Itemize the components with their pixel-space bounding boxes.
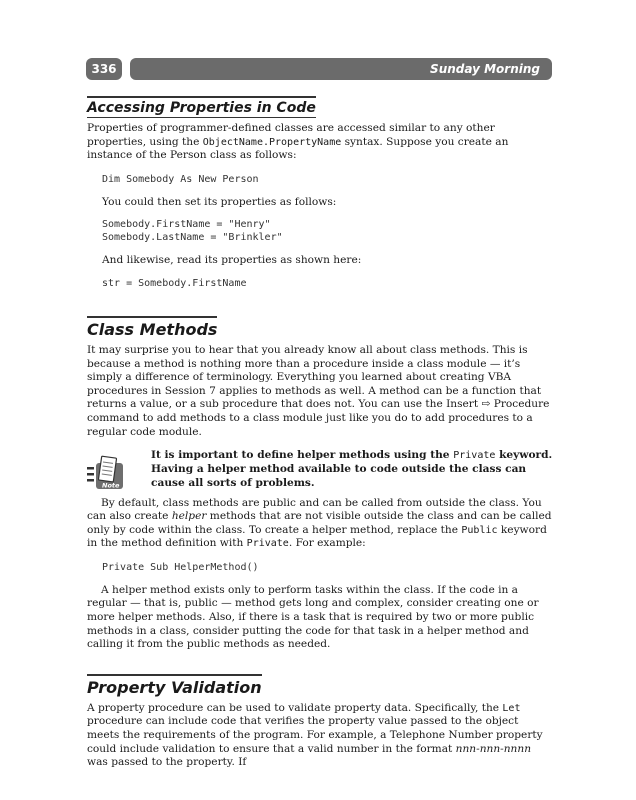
text-run: keyword in the method definition with [87, 523, 547, 550]
code-block: Somebody.FirstName = "Henry" Somebody.LastName = "Brinkler" [102, 219, 283, 244]
text-run: was passed to the property. If [87, 756, 247, 769]
text-run: keyword. Having a helper method available to code outside the class can cause all sorts of problems. [151, 449, 553, 489]
emphasis: nnn-nnn-nnnn [455, 742, 532, 755]
note-box [87, 449, 553, 490]
section-heading: Property Validation [87, 674, 262, 698]
note-icon [87, 453, 135, 501]
emphasis: helper [171, 510, 207, 523]
paragraph [87, 702, 553, 770]
text-run: A property procedure can be used to validate property data. Specifically, the [87, 701, 503, 714]
section-heading: Accessing Properties in Code [87, 96, 316, 118]
code-block: str = Somebody.FirstName [102, 277, 247, 289]
section-property-validation [87, 674, 553, 770]
text-run: By default, class methods are public and can be called from outside the class. You can also create [87, 496, 542, 523]
text-run: Properties of programmer-defined classes are accessed similar to any other properties, using the [87, 122, 495, 148]
inline-code: Public [461, 524, 498, 536]
running-head-bar [130, 58, 552, 80]
inline-code: Let [502, 702, 521, 714]
inline-code: Private [453, 450, 496, 462]
paragraph: It may surprise you to hear that you already know all about class methods. This is because a method is nothing more than a procedure inside a class module — it’s simply a difference of terminology. Everything you learned about creating VBA procedures in Session 7 applies to methods as well. A method can be a function that returns a value, or a sub procedure that does not. You can use the Insert ⇨ Procedure command to add methods to a class module just like you do to add procedures to a regular code module. [87, 343, 550, 438]
code-block: Private Sub HelperMethod() [102, 561, 259, 573]
paragraph [87, 122, 553, 163]
paragraph: You could then set its properties as follows: [102, 195, 337, 208]
page-header [86, 58, 552, 80]
section-heading: Class Methods [87, 316, 217, 340]
text-run: It is important to define helper methods using the [151, 449, 454, 462]
text-run: methods that are not visible outside the class and can be called only by code within the class. To create a helper method, replace the [87, 510, 552, 536]
paragraph: And likewise, read its properties as shown here: [102, 254, 362, 267]
text-run: syntax. Suppose you create an instance of the Person class as follows: [87, 135, 509, 162]
note-text [151, 449, 553, 490]
page-number: 336 [86, 58, 122, 80]
inline-code: Private [246, 538, 289, 550]
text-run: . For example: [288, 537, 366, 550]
running-title: Sunday Morning [430, 62, 540, 76]
text-run: procedure can include code that verifies the property value passed to the object meets the requirements of the program. For example, a Telephone Number property could include validation to ensure that a valid number in the format [87, 715, 543, 755]
note-label: Note [102, 481, 120, 490]
page-body [87, 96, 553, 770]
section-class-methods [87, 316, 553, 652]
paragraph [87, 497, 553, 551]
code-block: Dim Somebody As New Person [102, 173, 259, 185]
inline-code: ObjectName.PropertyName [202, 136, 342, 148]
paragraph: A helper method exists only to perform tasks within the class. If the code in a regular — that is, public — method gets long and complex, consider creating one or more helper methods. Also, if there is a task that is required by two or more public methods in a class, consider putting the code for that task in a helper method and calling it from the public methods as needed. [87, 583, 539, 651]
section-accessing-properties [87, 96, 553, 290]
